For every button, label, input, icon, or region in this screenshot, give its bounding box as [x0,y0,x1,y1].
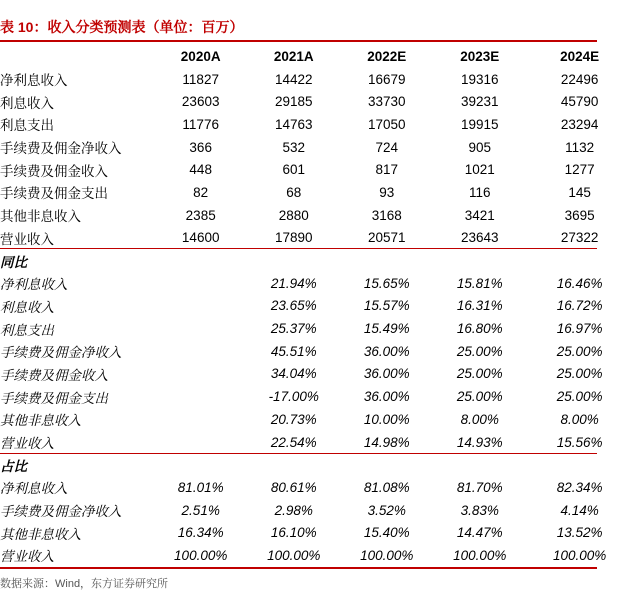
row-value: 23603 [181,94,220,110]
row-value: 11827 [182,71,219,87]
row-value: 532 [282,139,305,155]
row-value: 33730 [367,94,406,110]
row-value: 2880 [278,207,309,223]
row-value: 25.00% [456,389,503,405]
row-value: 80.61% [270,479,317,495]
row-value: 17050 [367,116,406,132]
row-value: 116 [468,184,491,200]
row-value: 16.31% [456,298,503,314]
row-value: 366 [189,139,212,155]
table-row [0,295,633,318]
row-value: 29185 [274,94,313,110]
row-value [154,385,247,408]
row-value: 23294 [560,116,599,132]
row-label: 其他非息收入 [0,209,81,225]
row-value: 817 [375,162,398,178]
row-value: 39231 [460,94,499,110]
row-label: 营业收入 [0,549,54,565]
row-label: 其他非息收入 [0,413,81,429]
row-value: 81.01% [177,479,224,495]
table-row [0,476,633,499]
row-value [154,408,247,431]
row-value: 3168 [371,207,402,223]
row-value [154,272,247,295]
row-value: 20571 [367,230,406,246]
row-value: 27322 [560,230,599,246]
row-value: 25.37% [270,321,317,337]
table-row [0,408,633,431]
row-value: 1132 [565,139,595,155]
row-label: 手续费及佣金净收入 [0,504,122,520]
divider-2 [0,453,597,454]
row-value: 13.52% [556,525,603,541]
row-value: 15.65% [363,275,410,291]
row-value: 15.40% [363,525,410,541]
row-value: 82 [193,184,209,200]
row-value: 20.73% [270,411,317,427]
revenue-forecast-table [0,45,633,567]
row-value: 3.52% [367,502,406,518]
row-label: 净利息收入 [0,277,68,293]
row-label: 利息收入 [0,299,54,315]
row-label: 利息支出 [0,322,54,338]
table-row [0,158,633,181]
row-label: 营业收入 [0,436,54,452]
row-value: 81.70% [456,479,503,495]
row-value: 36.00% [363,366,410,382]
top-rule [0,40,597,42]
table-row [0,385,633,408]
row-value: 14.98% [363,434,410,450]
row-value: 100.00% [453,547,507,563]
row-value: 15.56% [556,434,603,450]
bottom-rule [0,567,597,569]
row-value: 17890 [274,230,313,246]
row-value: 16.46% [556,275,603,291]
row-value: 93 [379,184,395,200]
table-row [0,431,633,454]
row-label: 手续费及佣金支出 [0,390,108,406]
row-value: 68 [286,184,302,200]
row-value: 25.00% [456,366,503,382]
row-value: 45.51% [270,343,317,359]
row-value: 14.47% [456,525,503,541]
header-cell: 2024E [560,48,600,64]
row-value: 22.54% [270,434,317,450]
header-cell: 2020A [180,48,221,64]
table-title: 表 10：收入分类预测表（单位：百万） [0,19,244,35]
header-cell: 2022E [367,48,407,64]
divider-1 [0,248,597,249]
row-value: 10.00% [363,411,410,427]
row-value: 100.00% [360,547,414,563]
row-value: 14600 [181,230,220,246]
row-value: 36.00% [363,389,410,405]
row-value [154,317,247,340]
row-value: 3.83% [460,502,499,518]
row-label: 手续费及佣金支出 [0,186,108,202]
row-value: 14.93% [456,434,503,450]
table-row [0,317,633,340]
row-value: 16.72% [556,298,603,314]
row-label: 手续费及佣金收入 [0,367,108,383]
row-value: 145 [568,184,591,200]
row-value: 3695 [564,207,595,223]
header-cell: 2023E [460,48,500,64]
row-label: 净利息收入 [0,73,68,89]
table-row [0,363,633,386]
row-value: 16.97% [556,321,603,337]
row-value: 81.08% [363,479,410,495]
header-cell: 2021A [273,48,314,64]
row-value: 1021 [464,162,495,178]
row-value: 45790 [560,94,599,110]
section-yoy [0,249,633,272]
table-row [0,113,633,136]
table-row [0,181,633,204]
row-value: 4.14% [560,502,599,518]
table-row [0,90,633,113]
row-value: 16679 [367,71,406,87]
row-label: 利息支出 [0,118,54,134]
row-value: 16.34% [177,525,224,541]
section-title: 占比 [0,458,27,474]
source-note: 数据来源：Wind，东方证券研究所 [0,578,169,590]
row-value: 34.04% [270,366,317,382]
row-value: 16.80% [456,321,503,337]
row-value: 3421 [464,207,495,223]
row-value: 25.00% [556,389,603,405]
table-row [0,340,633,363]
row-value: 724 [375,139,398,155]
table-row [0,227,633,250]
row-value: 2385 [185,207,216,223]
row-value: 25.00% [556,343,603,359]
row-value: 2.98% [274,502,313,518]
row-value: 100.00% [267,547,321,563]
row-value: 19316 [460,71,499,87]
row-value: 15.57% [363,298,410,314]
table-row [0,544,633,567]
table-row [0,68,633,91]
row-value: 19915 [460,116,499,132]
row-label: 其他非息收入 [0,526,81,542]
row-value: 22496 [560,71,599,87]
row-value: 16.10% [270,525,317,541]
row-label: 手续费及佣金净收入 [0,345,122,361]
row-value: 23643 [460,230,499,246]
row-value: 601 [282,162,305,178]
row-value [154,363,247,386]
table-row [0,499,633,522]
row-value [154,431,247,454]
row-value: 100.00% [552,547,607,563]
table-row [0,521,633,544]
row-label: 手续费及佣金净收入 [0,141,122,157]
section-title: 同比 [0,254,27,270]
table-row [0,204,633,227]
row-value: 14763 [274,116,313,132]
header-row [0,45,633,68]
row-value [154,340,247,363]
row-label: 利息收入 [0,95,54,111]
row-value: 14422 [274,71,313,87]
row-label: 净利息收入 [0,481,68,497]
row-label: 营业收入 [0,231,54,247]
row-label: 手续费及佣金收入 [0,163,108,179]
row-value: 8.00% [460,411,499,427]
table-row [0,136,633,159]
row-value: 448 [189,162,212,178]
row-value: 82.34% [556,479,603,495]
row-value: 15.49% [363,321,410,337]
row-value [154,295,247,318]
row-value: 25.00% [556,366,603,382]
row-value: 905 [468,139,491,155]
row-value: 25.00% [456,343,503,359]
table-row [0,272,633,295]
row-value: -17.00% [268,389,319,405]
row-value: 21.94% [270,275,317,291]
row-value: 11776 [182,116,219,132]
row-value: 15.81% [456,275,503,291]
row-value: 1277 [564,162,595,178]
row-value: 100.00% [174,547,228,563]
header-cell [0,45,154,68]
row-value: 2.51% [181,502,220,518]
section-share [0,453,633,476]
row-value: 8.00% [560,411,599,427]
row-value: 36.00% [363,343,410,359]
row-value: 23.65% [270,298,317,314]
